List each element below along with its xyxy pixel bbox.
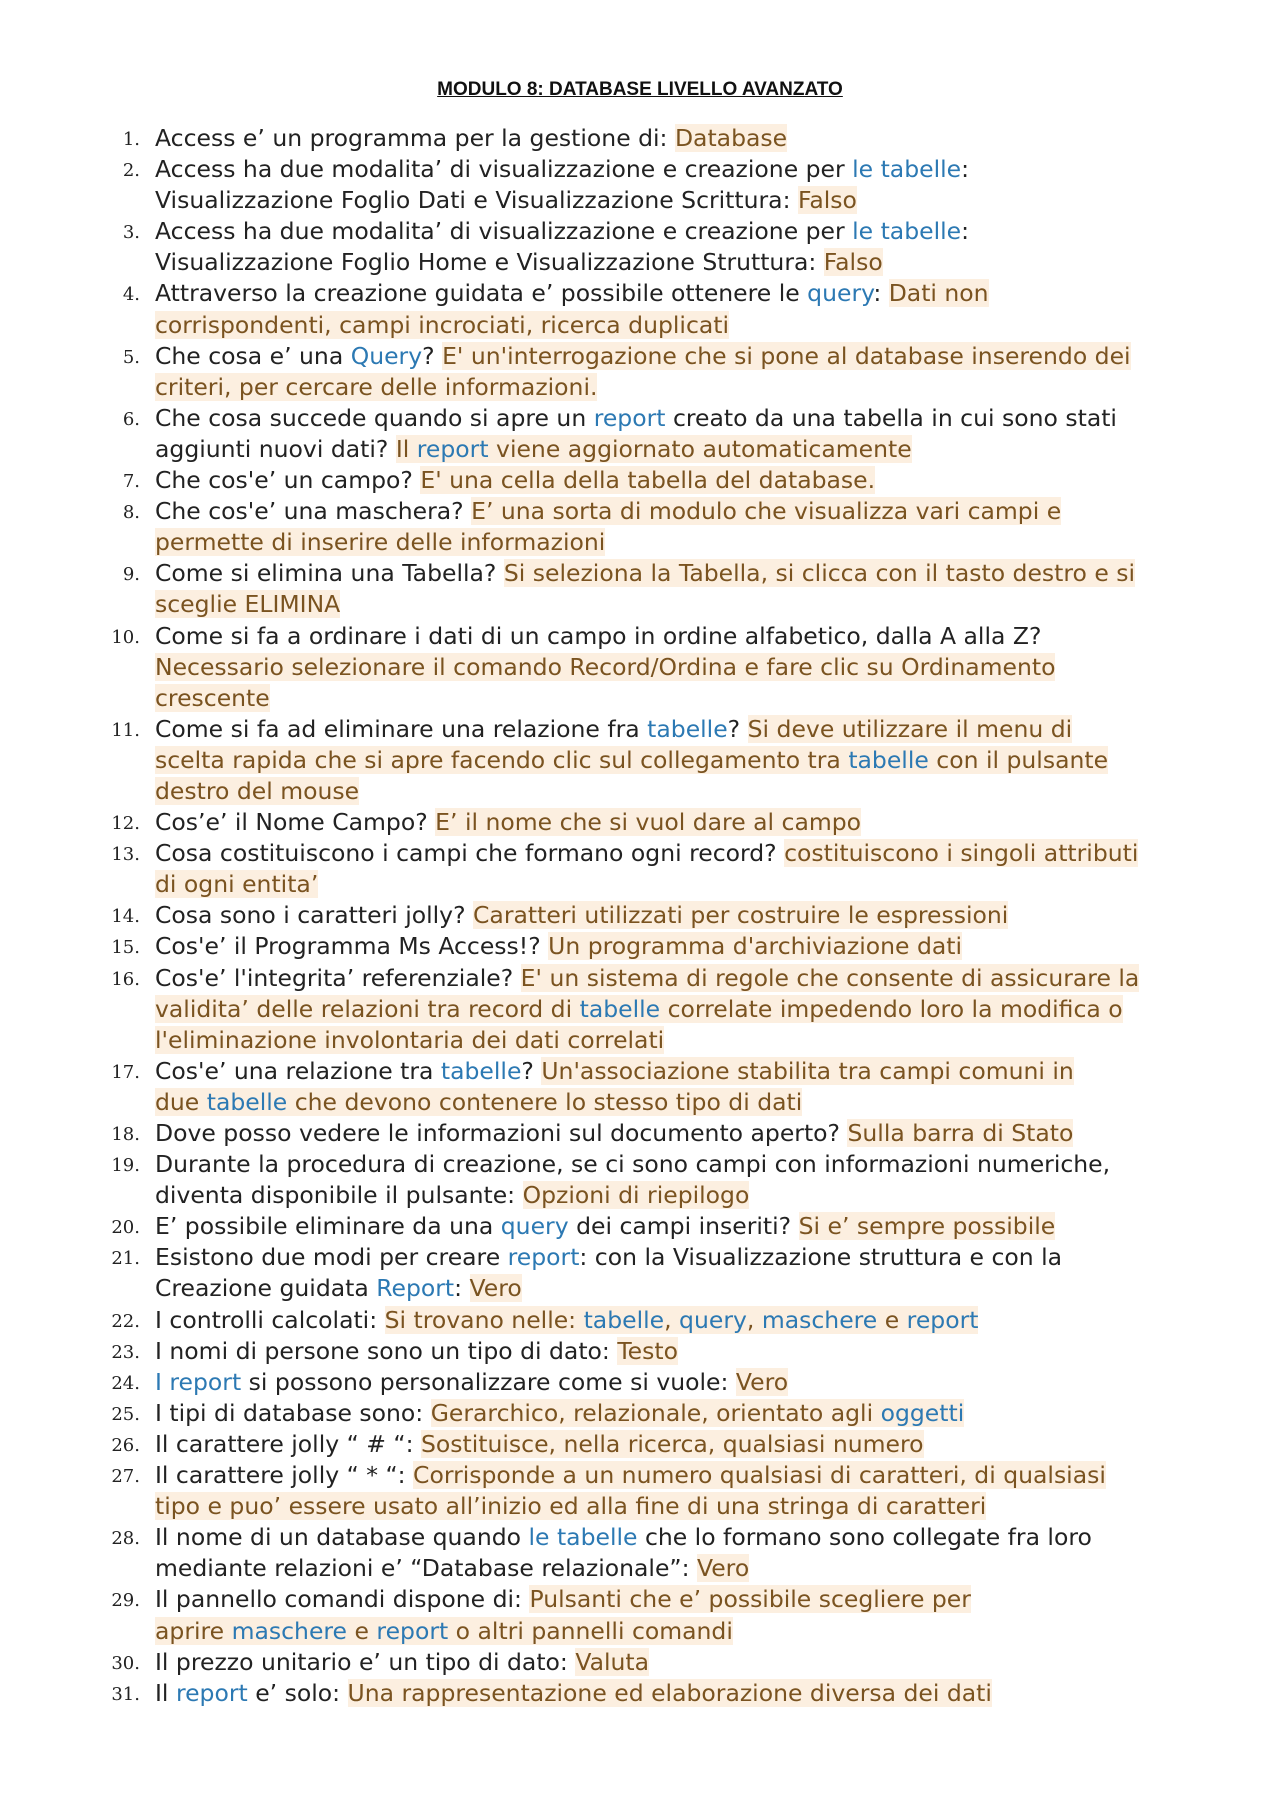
question-item — [0, 465, 1280, 496]
question-list — [0, 123, 1280, 1709]
question-text: Cos'e’ il Programma Ms Access!? — [155, 932, 549, 961]
question-text: Il carattere jolly “ # “: — [155, 1429, 421, 1458]
keyword-text: le tabelle — [852, 155, 962, 184]
question-line — [155, 278, 1220, 309]
question-text: Visualizzazione Foglio Home e Visualizzazione Struttura: — [155, 248, 824, 277]
question-text: dei campi inseriti? — [568, 1212, 799, 1241]
question-number: 8. — [122, 502, 140, 524]
question-line — [155, 994, 1220, 1025]
answer-text: criteri, per cercare delle informazioni. — [155, 372, 598, 401]
answer-text: costituiscono i singoli attributi — [784, 839, 1139, 868]
question-text: Che cosa succede quando si apre un — [155, 403, 594, 432]
answer-text: , — [746, 1305, 762, 1334]
question-line — [155, 1367, 1220, 1398]
answer-text: Dati non — [888, 279, 989, 308]
question-text: Il pannello comandi dispone di: — [155, 1585, 530, 1614]
question-text: Access ha due modalita’ di visualizzazione e creazione per — [155, 217, 853, 246]
answer-keyword-text: report — [376, 1616, 449, 1645]
question-text: Il nome di un database quando — [155, 1523, 529, 1552]
question-item — [0, 1678, 1280, 1709]
keyword-text: le tabelle — [528, 1523, 638, 1552]
answer-text: E’ il nome che si vuol dare al campo — [435, 808, 862, 837]
question-text: Cos’e’ il Nome Campo? — [155, 808, 436, 837]
answer-text: Vero — [469, 1274, 522, 1303]
question-line — [155, 900, 1220, 931]
answer-text: Caratteri utilizzati per costruire le espressioni — [473, 901, 1009, 930]
question-text: I controlli calcolati: — [155, 1305, 385, 1334]
question-text: E’ possibile eliminare da una — [155, 1212, 501, 1241]
question-text: Access ha due modalita’ di visualizzazione e creazione per — [155, 155, 853, 184]
keyword-text: report — [507, 1243, 580, 1272]
answer-text: scelta rapida che si apre facendo clic sul collegamento tra — [155, 745, 849, 774]
question-line — [155, 341, 1220, 372]
question-line — [155, 123, 1220, 154]
answer-text: tipo e puo’ essere usato all’inizio ed alla fine di una stringa di caratteri — [155, 1492, 987, 1521]
question-item — [0, 1429, 1280, 1460]
question-text: Attraverso la creazione guidata e’ possibile ottenere le — [155, 279, 808, 308]
question-number: 28. — [111, 1528, 140, 1550]
question-line — [155, 1429, 1220, 1460]
question-line — [155, 1242, 1220, 1273]
question-text: Il prezzo unitario e’ un tipo di dato: — [155, 1647, 576, 1676]
question-line — [155, 216, 1220, 247]
question-item — [0, 1056, 1280, 1118]
question-text: I nomi di persone sono un tipo di dato: — [155, 1336, 618, 1365]
question-item — [0, 1118, 1280, 1149]
question-item — [0, 1211, 1280, 1242]
answer-text: che devono contenere lo stesso tipo di dati — [287, 1087, 803, 1116]
answer-text: Sostituisce, nella ricerca, qualsiasi numero — [420, 1429, 924, 1458]
question-number: 15. — [111, 937, 140, 959]
question-text: : — [961, 155, 970, 184]
answer-keyword-text: report — [906, 1305, 979, 1334]
question-text: Come si fa ad eliminare una relazione fra — [155, 714, 648, 743]
question-item — [0, 807, 1280, 838]
question-text: Che cos'e’ una maschera? — [155, 497, 472, 526]
question-number: 9. — [122, 564, 140, 586]
question-text: Che cos'e’ un campo? — [155, 466, 421, 495]
question-item — [0, 931, 1280, 962]
answer-keyword-text: tabelle — [848, 745, 929, 774]
answer-text: Opzioni di riepilogo — [522, 1181, 750, 1210]
answer-text: Sulla barra di Stato — [847, 1119, 1074, 1147]
question-line — [155, 1553, 1220, 1584]
question-item — [0, 1398, 1280, 1429]
question-number: 26. — [111, 1434, 140, 1456]
answer-keyword-text: maschere — [231, 1616, 348, 1645]
question-number: 3. — [122, 222, 140, 244]
question-line — [155, 247, 1220, 278]
answer-text: Un'associazione stabilita tra campi comuni in — [541, 1056, 1074, 1085]
question-number: 14. — [111, 906, 140, 928]
question-number: 2. — [122, 160, 140, 182]
question-line — [155, 776, 1220, 807]
question-line — [155, 963, 1220, 994]
keyword-text: le tabelle — [852, 217, 962, 246]
question-line — [155, 1273, 1220, 1304]
keyword-text: Report — [376, 1274, 455, 1303]
answer-text: Pulsanti che e’ possibile scegliere per — [529, 1585, 971, 1614]
question-number: 17. — [111, 1061, 140, 1083]
answer-text: validita’ delle relazioni tra record di — [155, 994, 580, 1023]
question-text: : con la Visualizzazione struttura e con la — [579, 1243, 1063, 1272]
question-line — [155, 1180, 1220, 1211]
answer-keyword-text: query — [679, 1305, 747, 1334]
question-number: 13. — [111, 844, 140, 866]
answer-keyword-text: maschere — [761, 1305, 878, 1334]
keyword-text: tabelle — [440, 1056, 522, 1085]
question-line — [155, 403, 1220, 434]
question-number: 1. — [122, 129, 140, 150]
question-number: 30. — [111, 1652, 140, 1674]
question-line — [155, 838, 1220, 869]
keyword-text: tabelle — [647, 714, 728, 743]
question-number: 21. — [111, 1248, 140, 1270]
question-line — [155, 807, 1220, 838]
answer-text: Falso — [797, 186, 857, 215]
keyword-text: query — [500, 1212, 569, 1241]
answer-keyword-text: report — [416, 434, 489, 463]
answer-text: Si seleziona la Tabella, si clicca con il tasto destro e si — [503, 559, 1136, 588]
question-number: 24. — [111, 1372, 140, 1394]
answer-text: , — [664, 1305, 680, 1334]
answer-text: o altri pannelli comandi — [448, 1616, 733, 1645]
answer-text: Gerarchico, relazionale, orientato agli — [430, 1398, 881, 1427]
answer-text: Testo — [617, 1336, 678, 1365]
question-item — [0, 1647, 1280, 1678]
question-text: Cos'e’ l'integrita’ referenziale? — [155, 963, 521, 992]
question-text: Dove posso vedere le informazioni sul documento aperto? — [155, 1119, 848, 1147]
question-line — [155, 1336, 1220, 1367]
question-text: e’ solo: — [247, 1678, 348, 1707]
question-number: 23. — [111, 1341, 140, 1363]
question-line — [155, 154, 1220, 185]
question-line — [155, 745, 1220, 776]
answer-text: E' una cella della tabella del database. — [420, 466, 876, 495]
question-line — [155, 1647, 1220, 1678]
question-item — [0, 1242, 1280, 1304]
question-number: 11. — [111, 719, 140, 741]
question-line — [155, 496, 1220, 527]
answer-text: e — [877, 1305, 907, 1334]
question-number: 20. — [111, 1217, 140, 1239]
question-item — [0, 1522, 1280, 1584]
question-item — [0, 403, 1280, 465]
question-number: 6. — [122, 408, 140, 430]
question-item — [0, 278, 1280, 340]
question-text: creato da una tabella in cui sono stati — [665, 403, 1117, 432]
question-number: 10. — [111, 626, 140, 648]
question-line — [155, 589, 1220, 620]
question-item — [0, 1305, 1280, 1336]
question-text: Cosa costituiscono i campi che formano ogni record? — [155, 839, 785, 868]
question-text: Il — [155, 1678, 176, 1707]
answer-text: Valuta — [575, 1647, 650, 1676]
answer-text: Falso — [823, 248, 883, 277]
question-line — [155, 310, 1220, 341]
question-number: 25. — [111, 1403, 140, 1425]
answer-text: Il — [395, 434, 417, 463]
question-line — [155, 1025, 1220, 1056]
question-number: 31. — [111, 1683, 140, 1705]
question-line — [155, 621, 1220, 652]
question-line — [155, 527, 1220, 558]
question-line — [155, 434, 1220, 465]
question-number: 5. — [122, 346, 140, 368]
question-text: : — [961, 217, 970, 246]
answer-text: con il pulsante — [928, 745, 1109, 774]
question-text: Che cosa e’ una — [155, 341, 351, 370]
question-text: ? — [422, 341, 443, 370]
answer-text: correlate impedendo loro la modifica o — [660, 994, 1123, 1023]
question-number: 12. — [111, 813, 140, 835]
question-item — [0, 341, 1280, 403]
question-text: Esistono due modi per creare — [155, 1243, 508, 1272]
question-text: Come si elimina una Tabella? — [155, 559, 504, 588]
question-item — [0, 1460, 1280, 1522]
answer-text: Necessario selezionare il comando Record/Ordina e fare clic su Ordinamento — [155, 652, 1056, 681]
answer-text: e — [347, 1616, 377, 1645]
answer-text: Database — [674, 124, 788, 152]
page-title: MODULO 8: DATABASE LIVELLO AVANZATO — [437, 79, 843, 100]
question-line — [155, 931, 1220, 962]
question-line — [155, 1118, 1220, 1149]
question-line — [155, 1678, 1220, 1709]
answer-text: E’ una sorta di modulo che visualizza vari campi e — [471, 497, 1062, 526]
question-item — [0, 558, 1280, 620]
keyword-text: I report — [155, 1367, 242, 1396]
answer-text: Corrisponde a un numero qualsiasi di caratteri, di qualsiasi — [413, 1461, 1106, 1490]
question-line — [155, 714, 1220, 745]
question-text: Cosa sono i caratteri jolly? — [155, 901, 474, 930]
question-text: Il carattere jolly “ * “: — [155, 1461, 414, 1490]
answer-text: Si trovano nelle: — [384, 1305, 584, 1334]
question-item — [0, 963, 1280, 1056]
question-text: si possono personalizzare come si vuole: — [241, 1367, 736, 1396]
question-text: diventa disponibile il pulsante: — [155, 1181, 523, 1210]
answer-keyword-text: tabelle — [579, 994, 661, 1023]
question-text: I tipi di database sono: — [155, 1398, 431, 1427]
question-line — [155, 558, 1220, 589]
question-item — [0, 216, 1280, 278]
question-number: 19. — [111, 1155, 140, 1177]
question-line — [155, 1056, 1220, 1087]
answer-text: permette di inserire delle informazioni — [155, 528, 606, 557]
question-text: che lo formano sono collegate fra loro — [637, 1523, 1092, 1552]
answer-keyword-text: tabelle — [206, 1087, 288, 1116]
question-line — [155, 869, 1220, 900]
answer-text: di ogni entita’ — [155, 870, 319, 899]
question-line — [155, 1305, 1220, 1336]
keyword-text: Query — [350, 341, 423, 370]
answer-text: Vero — [735, 1367, 789, 1396]
question-line — [155, 372, 1220, 403]
question-text: Come si fa a ordinare i dati di un campo in ordine alfabetico, dalla A alla Z? — [155, 621, 1042, 650]
question-line — [155, 1522, 1220, 1553]
question-text: ? — [727, 714, 748, 743]
question-number: 22. — [111, 1310, 140, 1332]
question-item — [0, 838, 1280, 900]
question-text: aggiunti nuovi dati? — [155, 434, 396, 463]
question-item — [0, 1367, 1280, 1398]
answer-text: E' un'interrogazione che si pone al database inserendo dei — [442, 341, 1131, 370]
keyword-text: query — [807, 279, 874, 308]
answer-text: destro del mouse — [155, 776, 360, 805]
answer-text: crescente — [155, 683, 270, 712]
question-line — [155, 1149, 1220, 1180]
answer-keyword-text: tabelle — [583, 1305, 665, 1334]
question-text: Creazione guidata — [155, 1274, 377, 1303]
question-text: ? — [521, 1056, 542, 1085]
answer-keyword-text: oggetti — [880, 1398, 965, 1427]
question-item — [0, 1336, 1280, 1367]
question-item — [0, 1149, 1280, 1211]
answer-text: Un programma d'archiviazione dati — [548, 932, 963, 961]
question-number: 29. — [111, 1590, 140, 1612]
question-text: Access e’ un programma per la gestione di: — [155, 124, 675, 152]
question-text: : — [454, 1274, 470, 1303]
answer-text: l'eliminazione involontaria dei dati correlati — [155, 1025, 665, 1054]
question-line — [155, 1584, 1220, 1615]
question-line — [155, 185, 1220, 216]
keyword-text: report — [175, 1678, 248, 1707]
keyword-text: report — [593, 403, 666, 432]
answer-text: sceglie ELIMINA — [155, 590, 341, 619]
answer-text: due — [155, 1087, 207, 1116]
answer-text: Vero — [696, 1554, 750, 1583]
question-line — [155, 1087, 1220, 1118]
question-number: 27. — [111, 1466, 140, 1488]
question-item — [0, 496, 1280, 558]
question-line — [155, 1616, 1220, 1647]
question-item — [0, 900, 1280, 931]
question-line — [155, 1398, 1220, 1429]
answer-text: aprire — [155, 1616, 232, 1645]
question-text: Cos'e’ una relazione tra — [155, 1056, 441, 1085]
answer-text: corrispondenti, campi incrociati, ricerca duplicati — [155, 310, 730, 339]
question-line — [155, 652, 1220, 683]
question-item — [0, 621, 1280, 714]
question-text: : — [873, 279, 889, 308]
question-number: 16. — [111, 968, 140, 990]
answer-text: Si e’ sempre possibile — [798, 1212, 1056, 1241]
question-item — [0, 154, 1280, 216]
question-line — [155, 683, 1220, 714]
question-item — [0, 1584, 1280, 1646]
question-item — [0, 123, 1280, 154]
question-number: 4. — [122, 284, 140, 306]
question-item — [0, 714, 1280, 807]
answer-text: Una rappresentazione ed elaborazione diversa dei dati — [347, 1678, 992, 1707]
answer-text: viene aggiornato automaticamente — [488, 434, 912, 463]
question-text: mediante relazioni e’ “Database relazionale”: — [155, 1554, 697, 1583]
question-number: 7. — [122, 471, 140, 493]
question-line — [155, 1491, 1220, 1522]
question-text: Visualizzazione Foglio Dati e Visualizzazione Scrittura: — [155, 186, 798, 215]
question-line — [155, 1211, 1220, 1242]
question-line — [155, 1460, 1220, 1491]
question-text: Durante la procedura di creazione, se ci sono campi con informazioni numeriche, — [155, 1150, 1111, 1179]
answer-text: E' un sistema di regole che consente di assicurare la — [520, 963, 1140, 992]
answer-text: Si deve utilizzare il menu di — [747, 714, 1073, 743]
question-line — [155, 465, 1220, 496]
question-number: 18. — [111, 1124, 140, 1145]
